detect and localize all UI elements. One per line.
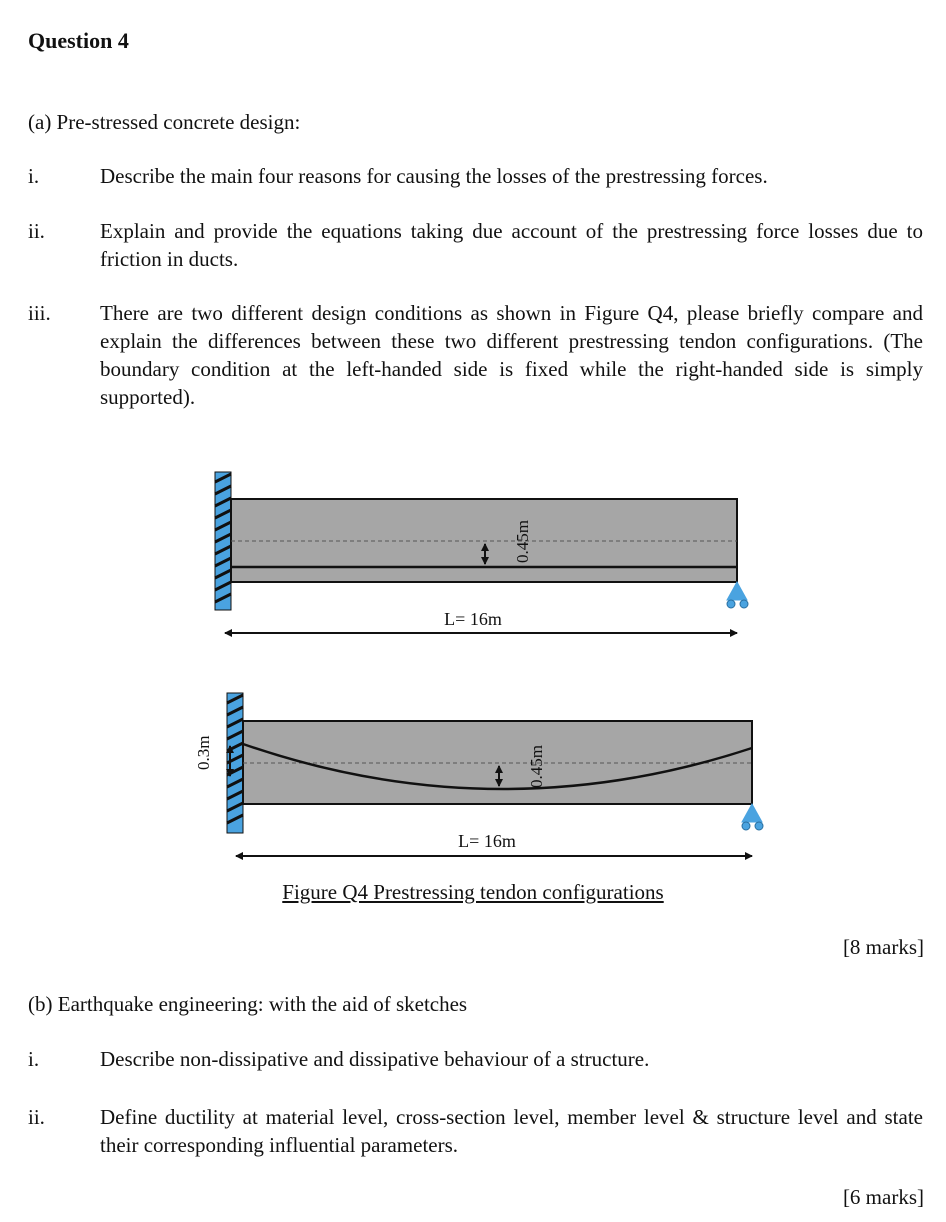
part-a-item-1-text: Describe the main four reasons for causing the losses of the prestressing forces. <box>100 164 768 188</box>
roller-support-2 <box>742 804 763 830</box>
beam-2-diagram <box>194 693 763 856</box>
beam-2-depth-label: 0.45m <box>527 745 546 788</box>
figure-q4 <box>0 460 946 875</box>
part-a-item-2-text: Explain and provide the equations taking due account of the prestressing force losses due to friction in ducts. <box>100 219 923 271</box>
beam-1-diagram <box>215 472 748 633</box>
beam-2-end-label: 0.3m <box>194 735 213 770</box>
beam-1-span-label: L= 16m <box>444 609 502 629</box>
part-a-heading: (a) Pre-stressed concrete design: <box>28 110 301 134</box>
part-a-marks: [8 marks] <box>842 935 924 959</box>
part-b-marks: [6 marks] <box>842 1185 924 1209</box>
part-a-item-3-number: iii. <box>28 301 51 325</box>
question-title: Question 4 <box>28 28 129 53</box>
part-a-item-3-text: There are two different design conditions as shown in Figure Q4, please briefly compare and explain the differences between these two different prestressing tendon configurations. (The boundary condition at the left-handed side is fixed while the right-handed side is simply supported). <box>100 301 923 409</box>
part-b-item-2-text: Define ductility at material level, cross-section level, member level & structure level and state their corresponding influential parameters. <box>100 1105 923 1157</box>
fixed-support-1 <box>215 472 231 610</box>
figure-caption-text: Figure Q4 Prestressing tendon configurations <box>282 880 664 904</box>
roller-support-1 <box>727 582 748 608</box>
beam-2-span-label: L= 16m <box>458 831 516 851</box>
beam-1-depth-label: 0.45m <box>513 520 532 563</box>
part-a-item-1-number: i. <box>28 164 40 188</box>
part-b-item-1-number: i. <box>28 1047 40 1071</box>
part-a-item-2-number: ii. <box>28 219 45 243</box>
part-b-heading: (b) Earthquake engineering: with the aid of sketches <box>28 992 468 1016</box>
figure-caption <box>0 880 946 905</box>
part-b-item-1-text: Describe non-dissipative and dissipative behaviour of a structure. <box>100 1047 650 1071</box>
part-b-item-2-number: ii. <box>28 1105 45 1129</box>
